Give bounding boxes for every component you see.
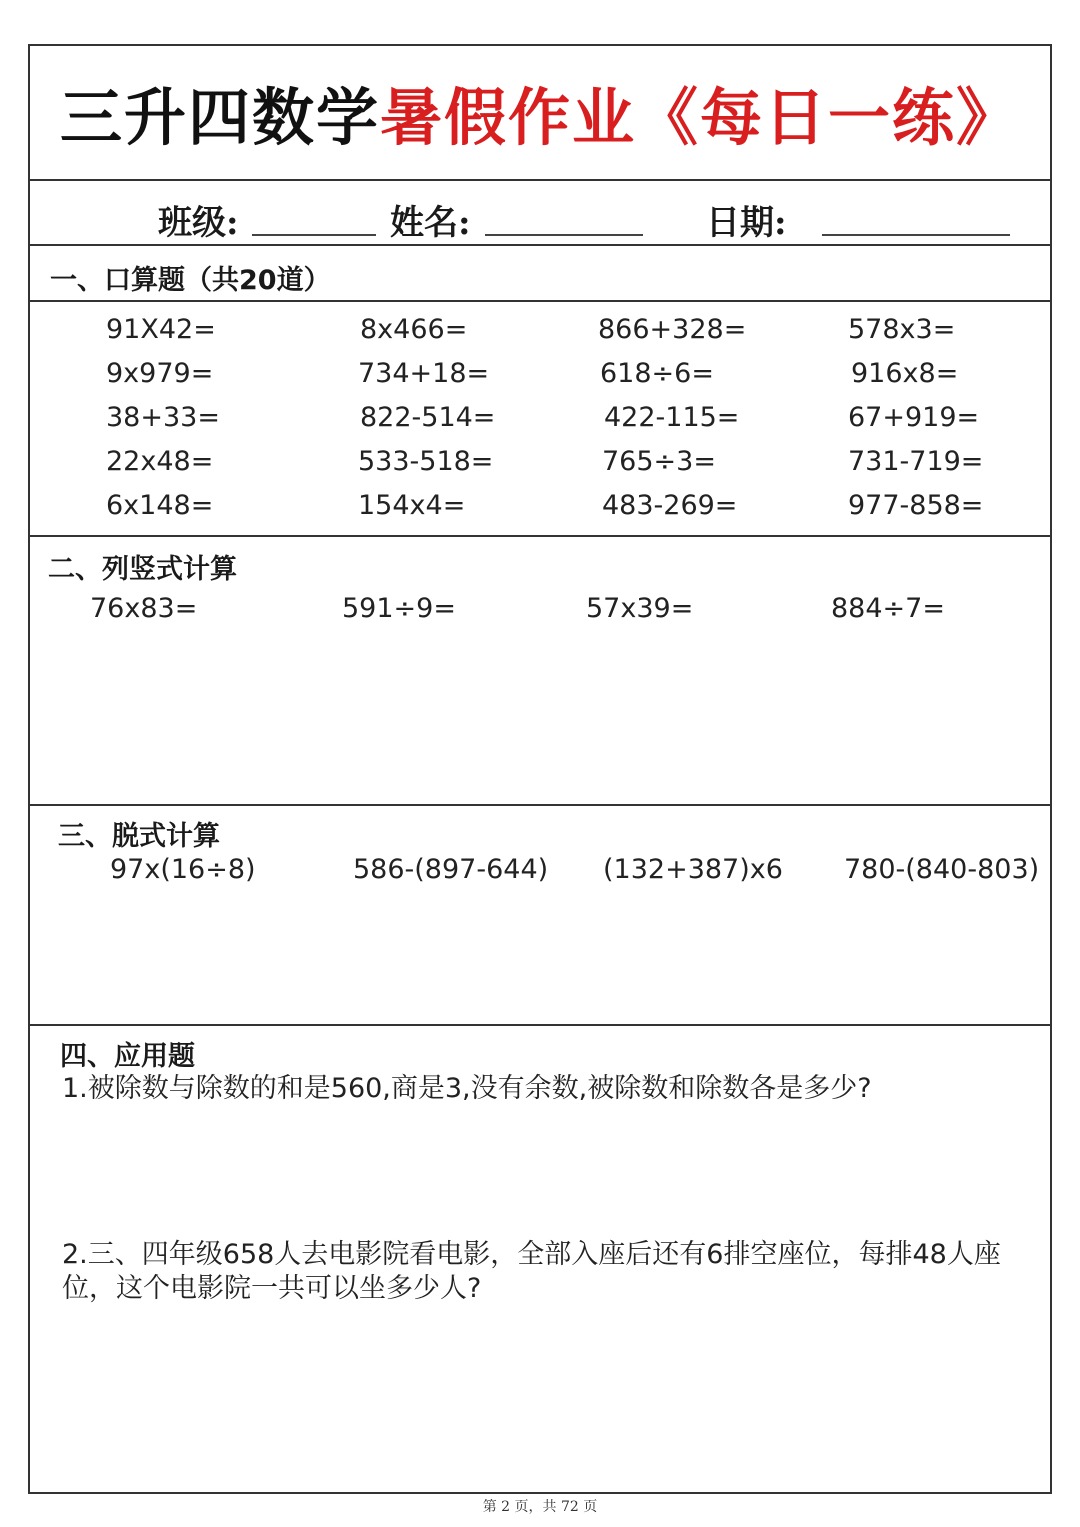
oral-problem: 866+328=: [598, 314, 747, 345]
oral-problem: 91X42=: [106, 314, 216, 345]
oral-problem: 533-518=: [358, 446, 494, 477]
oral-problem: 38+33=: [106, 402, 220, 433]
oral-problem: 483-269=: [602, 490, 738, 521]
date-label: 日期:: [706, 203, 787, 243]
info-row: [30, 181, 1050, 246]
oral-problem: 731-719=: [848, 446, 984, 477]
section4: [30, 1026, 1050, 1496]
section2: [30, 537, 1050, 806]
title-grade: 三升四数学: [59, 81, 380, 154]
oral-problem: 22x48=: [106, 446, 214, 477]
name-label: 姓名:: [390, 203, 471, 243]
oral-problem: 154x4=: [358, 490, 466, 521]
page-title: [60, 68, 1020, 157]
section4-title: 四、应用题: [60, 1041, 195, 1072]
step-problem: 97x(16÷8): [110, 854, 256, 885]
oral-problem: 977-858=: [848, 490, 984, 521]
title-subject: 暑假作业《每日一练》: [380, 81, 1021, 154]
title-row: [30, 46, 1050, 181]
oral-problem: 916x8=: [851, 358, 959, 389]
vertical-problem: 57x39=: [586, 593, 694, 624]
page-footer: 第 2 页，共 72 页: [482, 1499, 598, 1515]
section3-title: 三、脱式计算: [58, 821, 220, 852]
oral-problem: 422-115=: [604, 402, 740, 433]
oral-problem: 822-514=: [360, 402, 496, 433]
oral-problem: 765÷3=: [602, 446, 716, 477]
vertical-problem: 884÷7=: [831, 593, 945, 624]
step-problem: 780-(840-803): [844, 854, 1040, 885]
oral-problem: 734+18=: [358, 358, 490, 389]
class-field[interactable]: [252, 234, 376, 236]
vertical-problem: 76x83=: [90, 593, 198, 624]
oral-problem: 618÷6=: [600, 358, 714, 389]
step-problem: 586-(897-644): [353, 854, 549, 885]
oral-problem: 6x148=: [106, 490, 214, 521]
section1-body: [30, 302, 1050, 537]
section1-header: [30, 246, 1050, 302]
section1-title: 一、口算题（共20道）: [50, 265, 331, 296]
name-field[interactable]: [485, 234, 643, 236]
step-problem: (132+387)x6: [603, 854, 783, 885]
oral-problem: 578x3=: [848, 314, 956, 345]
oral-problem: 8x466=: [360, 314, 468, 345]
class-label: 班级:: [158, 203, 239, 243]
section3: [30, 806, 1050, 1026]
oral-problem: 9x979=: [106, 358, 214, 389]
worksheet: [28, 44, 1052, 1494]
oral-problem: 67+919=: [848, 402, 980, 433]
word-problem-2: 2.三、四年级658人去电影院看电影，全部入座后还有6排空座位，每排48人座位，这个电影院一共可以坐多少人?: [62, 1239, 1001, 1304]
date-field[interactable]: [822, 234, 1010, 236]
vertical-problem: 591÷9=: [342, 593, 456, 624]
section2-title: 二、列竖式计算: [48, 554, 237, 585]
word-problem-1: 1.被除数与除数的和是560,商是3,没有余数,被除数和除数各是多少?: [62, 1073, 872, 1104]
